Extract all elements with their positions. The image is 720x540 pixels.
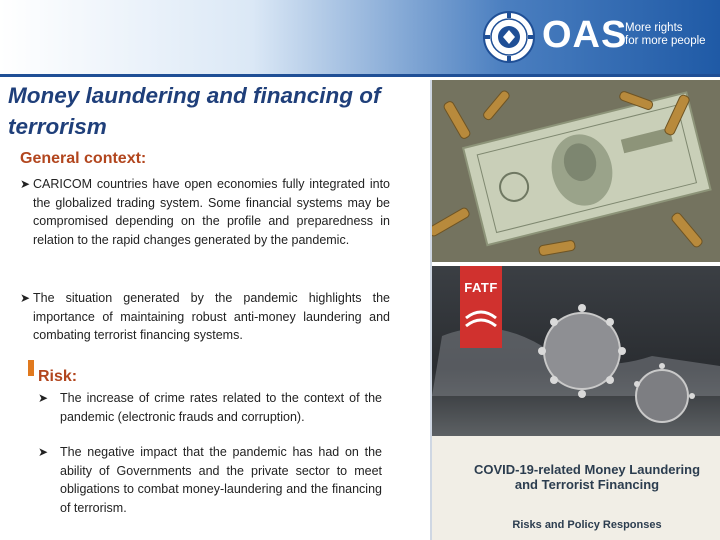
bullet-text: The increase of crime rates related to the context of the pandemic (electronic frauds and corruption). [60, 391, 382, 424]
general-context-heading: General context: [20, 150, 147, 167]
arrow-bullet-icon: ➤ [38, 445, 49, 459]
risk-marker [28, 360, 34, 376]
fatf-label-box [460, 266, 502, 348]
oas-tagline [625, 22, 715, 48]
bullet-text: CARICOM countries have open economies fully integrated into the globalized trading system. Some financial systems may be compromised depending on the profile and preparedness in relation to the rapid changes generated by the pandemic. [33, 177, 390, 247]
list-item [20, 289, 390, 345]
risk-heading: Risk: [38, 368, 78, 385]
report-cover [432, 266, 720, 540]
oas-logo [482, 8, 712, 68]
money-bullets-photo [432, 80, 720, 262]
arrow-bullet-icon: ➤ [20, 177, 31, 191]
list-item [38, 443, 382, 517]
fatf-logo-icon [460, 266, 502, 348]
photo-illustration [432, 80, 720, 262]
fatf-label: FATF [464, 280, 498, 295]
header-rule [0, 74, 720, 77]
report-title: COVID-19-related Money Laundering and Terrorist Financing [473, 462, 701, 492]
page-title: Money laundering and financing of terrorism [8, 83, 381, 139]
bullet-text: The situation generated by the pandemic highlights the importance of maintaining robust anti-money laundering and combating terrorist financing systems. [33, 291, 390, 342]
oas-wordmark: OAS [542, 14, 628, 56]
list-item [38, 389, 382, 426]
bullet-text: The negative impact that the pandemic has had on the ability of Governments and the private sector to meet obligations to combat money-laundering and the financing of terrorism. [60, 445, 382, 515]
list-item [20, 175, 390, 249]
tagline-line2: for more people [625, 35, 706, 47]
oas-seal-icon [482, 10, 536, 64]
arrow-bullet-icon: ➤ [38, 391, 49, 405]
tagline-line1: More rights [625, 22, 683, 34]
cover-image-band [432, 266, 720, 436]
report-subtitle: Risks and Policy Responses [512, 519, 662, 531]
arrow-bullet-icon: ➤ [20, 291, 31, 305]
